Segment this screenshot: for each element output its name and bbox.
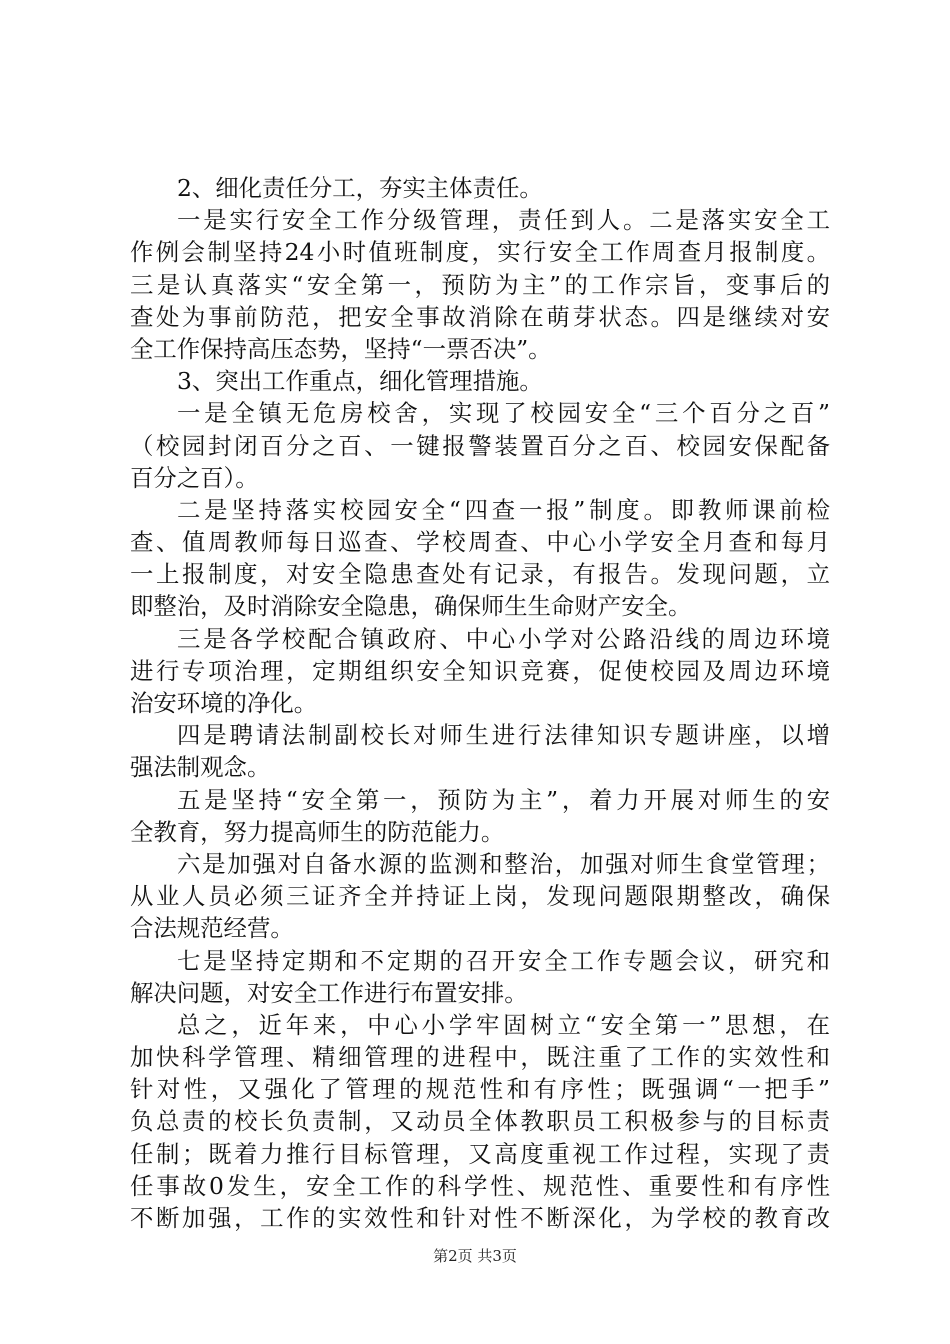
text-line: 任制；既着力推行目标管理，又高度重视工作过程，实现了责 bbox=[130, 1139, 830, 1168]
text-line: 3、突出工作重点，细化管理措施。 bbox=[177, 367, 543, 396]
text-line: 解决问题，对安全工作进行布置安排。 bbox=[130, 978, 528, 1007]
text-line: 七是坚持定期和不定期的召开安全工作专题会议，研究和 bbox=[177, 946, 830, 975]
text-line: 治安环境的净化。 bbox=[130, 689, 318, 717]
text-line: 合法规范经营。 bbox=[130, 914, 294, 943]
text-line: 三是认真落实“安全第一，预防为主”的工作宗旨，变事后的 bbox=[130, 270, 830, 299]
text-line: 一是全镇无危房校舍，实现了校园安全“三个百分之百” bbox=[177, 399, 830, 428]
text-line: 四是聘请法制副校长对师生进行法律知识专题讲座，以增 bbox=[177, 721, 830, 750]
text-line: 二是坚持落实校园安全“四查一报”制度。即教师课前检 bbox=[177, 495, 830, 524]
text-line: 加快科学管理、精细管理的进程中，既注重了工作的实效性和 bbox=[130, 1043, 830, 1072]
text-line: 作例会制坚持24小时值班制度，实行安全工作周查月报制度。 bbox=[130, 238, 830, 267]
text-line: 不断加强，工作的实效性和针对性不断深化，为学校的教育改 bbox=[130, 1204, 830, 1232]
text-line: 即整治，及时消除安全隐患，确保师生生命财产安全。 bbox=[130, 592, 692, 621]
page-footer bbox=[0, 1245, 950, 1266]
text-line: 总之，近年来，中心小学牢固树立“安全第一”思想，在 bbox=[177, 1010, 830, 1039]
text-line: 2、细化责任分工，夯实主体责任。 bbox=[177, 174, 543, 202]
text-line: （校园封闭百分之百、一键报警装置百分之百、校园安保配备 bbox=[130, 431, 830, 460]
text-line: 强法制观念。 bbox=[130, 753, 271, 782]
text-line: 进行专项治理，定期组织安全知识竞赛，促使校园及周边环境 bbox=[130, 656, 830, 685]
text-line: 任事故0发生，安全工作的科学性、规范性、重要性和有序性 bbox=[130, 1171, 830, 1200]
text-line: 一是实行安全工作分级管理，责任到人。二是落实安全工 bbox=[177, 206, 830, 235]
text-line: 查处为事前防范，把安全事故消除在萌芽状态。四是继续对安 bbox=[130, 302, 830, 331]
text-line: 一上报制度，对安全隐患查处有记录，有报告。发现问题，立 bbox=[130, 560, 830, 589]
text-line: 查、值周教师每日巡查、学校周查、中心小学安全月查和每月 bbox=[130, 528, 830, 557]
text-line: 六是加强对自备水源的监测和整治，加强对师生食堂管理； bbox=[177, 849, 830, 878]
text-line: 三是各学校配合镇政府、中心小学对公路沿线的周边环境 bbox=[177, 624, 830, 653]
text-line: 负总责的校长负责制，又动员全体教职员工积极参与的目标责 bbox=[130, 1107, 830, 1136]
text-line: 从业人员必须三证齐全并持证上岗，发现问题限期整改，确保 bbox=[130, 882, 830, 911]
page-number-label: 第2页 共3页 bbox=[433, 1247, 517, 1265]
text-line: 全工作保持高压态势，坚持“一票否决”。 bbox=[130, 334, 552, 363]
document-body bbox=[130, 172, 830, 1234]
text-line: 五是坚持“安全第一，预防为主”，着力开展对师生的安 bbox=[177, 785, 830, 814]
text-line: 针对性，又强化了管理的规范性和有序性；既强调“一把手” bbox=[130, 1075, 830, 1104]
text-line: 百分之百）。 bbox=[130, 463, 259, 492]
text-line: 全教育，努力提高师生的防范能力。 bbox=[130, 817, 505, 846]
